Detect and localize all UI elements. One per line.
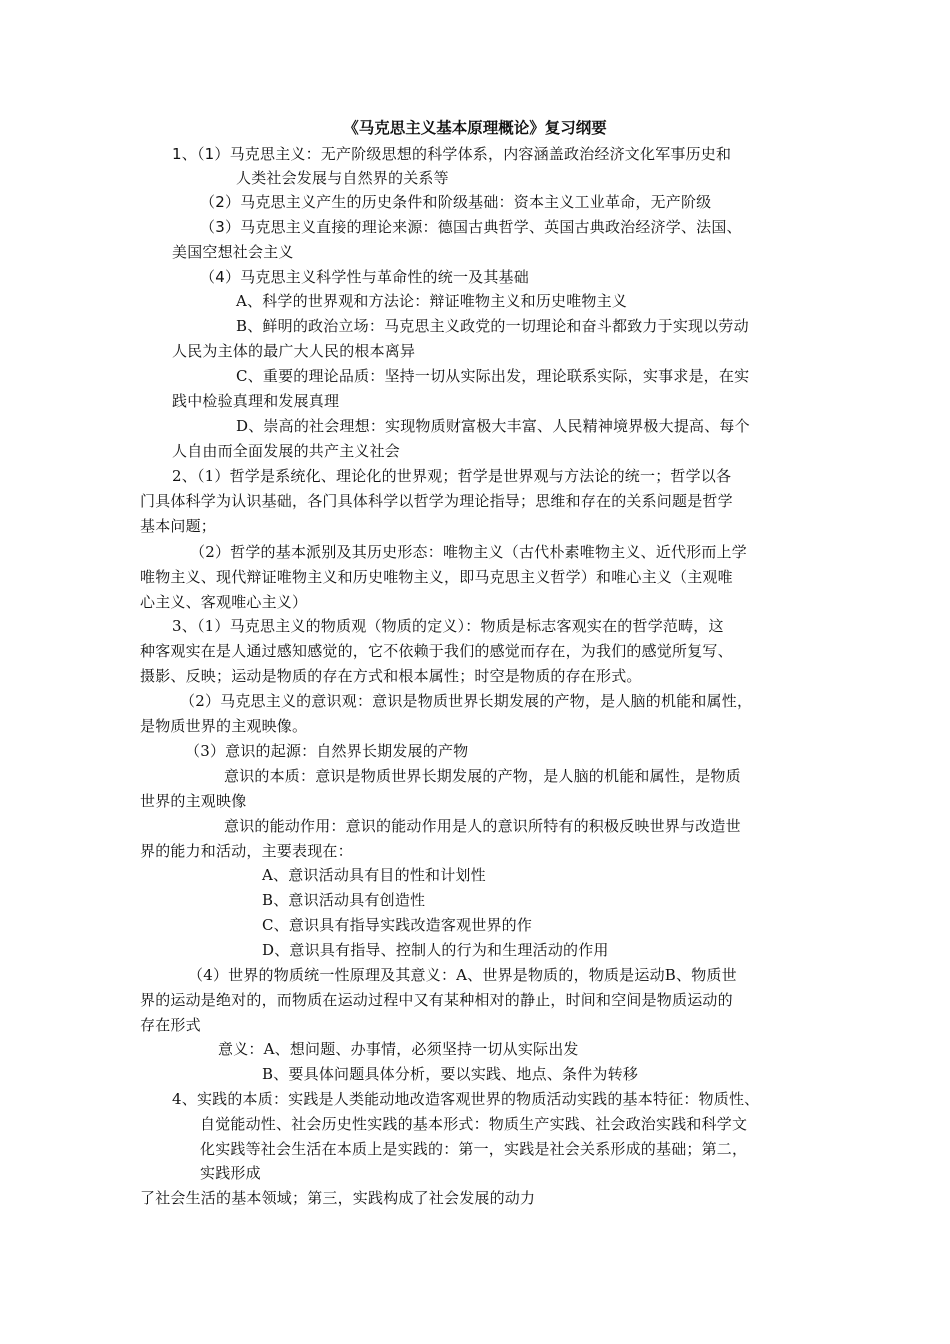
text-line: 是物质世界的主观映像。 (140, 717, 308, 735)
text-line: B、意识活动具有创造性 (262, 891, 426, 909)
text-line: （2）马克思主义产生的历史条件和阶级基础：资本主义工业革命，无产阶级 (200, 193, 712, 211)
text-line: 化实践等社会生活在本质上是实践的：第一，实践是社会关系形成的基础；第二， (200, 1140, 748, 1158)
document-title: 《马克思主义基本原理概论》复习纲要 (343, 119, 607, 137)
text-line: 实践形成 (200, 1164, 261, 1182)
text-line: 自觉能动性、社会历史性实践的基本形式：物质生产实践、社会政治实践和科学文 (200, 1115, 748, 1133)
text-line: 意识的本质：意识是物质世界长期发展的产物，是人脑的机能和属性，是物质 (224, 767, 741, 785)
text-line: 1、（1）马克思主义：无产阶级思想的科学体系，内容涵盖政治经济文化军事历史和 (172, 145, 732, 163)
text-line: B、鲜明的政治立场：马克思主义政党的一切理论和奋斗都致力于实现以劳动 (236, 317, 749, 335)
text-line: 心主义、客观唯心主义） (140, 593, 308, 611)
text-line: 2、（1）哲学是系统化、理论化的世界观；哲学是世界观与方法论的统一；哲学以各 (172, 467, 732, 485)
text-line: 践中检验真理和发展真理 (172, 392, 340, 410)
text-line: 摄影、反映；运动是物质的存在方式和根本属性；时空是物质的存在形式。 (140, 667, 642, 685)
text-line: D、崇高的社会理想：实现物质财富极大丰富、人民精神境界极大提高、每个 (236, 417, 750, 435)
text-line: 意识的能动作用：意识的能动作用是人的意识所特有的积极反映世界与改造世 (224, 817, 741, 835)
text-line: （2）马克思主义的意识观：意识是物质世界长期发展的产物，是人脑的机能和属性， (180, 692, 753, 710)
text-line: 基本问题； (140, 517, 217, 535)
text-line: C、重要的理论品质：坚持一切从实际出发，理论联系实际，实事求是，在实 (236, 367, 750, 385)
text-line: 唯物主义、现代辩证唯物主义和历史唯物主义，即马克思主义哲学）和唯心主义（主观唯 (140, 568, 733, 586)
text-line: （4）马克思主义科学性与革命性的统一及其基础 (200, 268, 529, 286)
text-line: （3）意识的起源：自然界长期发展的产物 (185, 742, 469, 760)
text-line: 界的能力和活动，主要表现在： (140, 842, 353, 860)
text-line: B、要具体问题具体分析，要以实践、地点、条件为转移 (262, 1065, 639, 1083)
text-line: A、科学的世界观和方法论：辩证唯物主义和历史唯物主义 (236, 292, 628, 310)
text-line: D、意识具有指导、控制人的行为和生理活动的作用 (262, 941, 609, 959)
text-line: 世界的主观映像 (140, 792, 247, 810)
text-line: 人民为主体的最广大人民的根本离异 (172, 342, 416, 360)
text-line: 美国空想社会主义 (172, 243, 294, 261)
text-line: 4、实践的本质：实践是人类能动地改造客观世界的物质活动实践的基本特征：物质性、 (172, 1090, 760, 1108)
text-line: 种客观实在是人通过感知感觉的，它不依赖于我们的感觉而存在，为我们的感觉所复写、 (140, 642, 733, 660)
text-line: 存在形式 (140, 1016, 201, 1034)
text-line: 人类社会发展与自然界的关系等 (236, 169, 449, 187)
text-line: （3）马克思主义直接的理论来源：德国古典哲学、英国古典政治经济学、法国、 (200, 218, 742, 236)
text-line: 了社会生活的基本领域；第三，实践构成了社会发展的动力 (140, 1189, 536, 1207)
text-line: 界的运动是绝对的，而物质在运动过程中又有某种相对的静止，时间和空间是物质运动的 (140, 991, 733, 1009)
text-line: A、意识活动具有目的性和计划性 (262, 866, 486, 884)
text-line: （4）世界的物质统一性原理及其意义：A、世界是物质的，物质是运动B、物质世 (188, 966, 737, 984)
text-line: 3、（1）马克思主义的物质观（物质的定义）：物质是标志客观实在的哲学范畴，这 (172, 617, 724, 635)
text-line: （2）哲学的基本派别及其历史形态：唯物主义（古代朴素唯物主义、近代形而上学 (190, 543, 747, 561)
text-line: 意义：A、想问题、办事情，必须坚持一切从实际出发 (218, 1040, 579, 1058)
text-line: C、意识具有指导实践改造客观世界的作 (262, 916, 533, 934)
text-line: 人自由而全面发展的共产主义社会 (172, 442, 401, 460)
text-line: 门具体科学为认识基础，各门具体科学以哲学为理论指导；思维和存在的关系问题是哲学 (140, 492, 733, 510)
